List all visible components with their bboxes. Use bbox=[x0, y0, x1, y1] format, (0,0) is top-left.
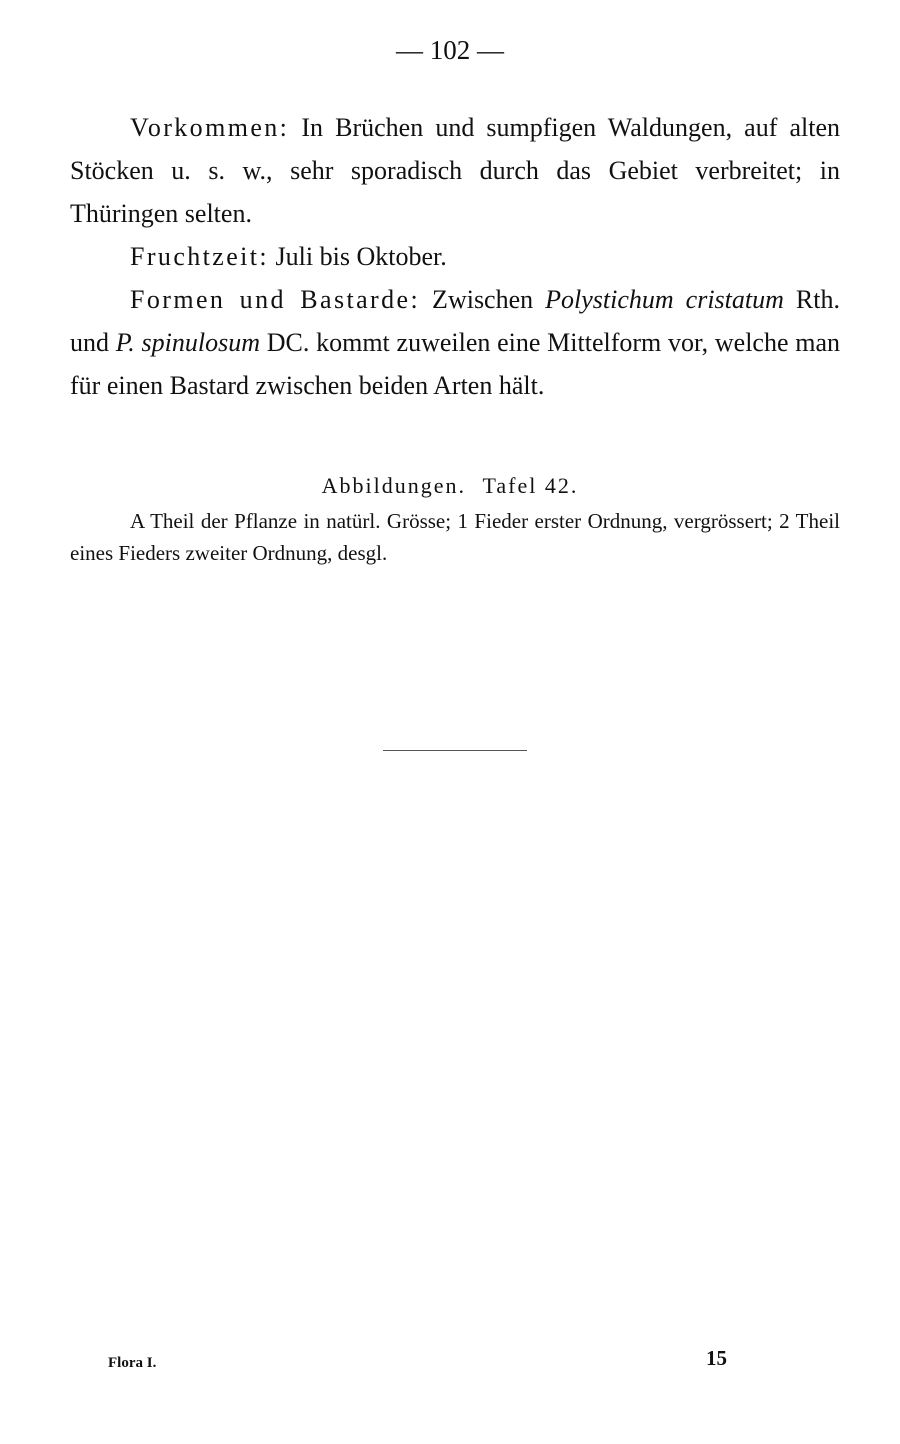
caption-heading bbox=[0, 469, 900, 503]
footer-sheet-number: 15 bbox=[706, 1346, 727, 1370]
paragraph-formen bbox=[70, 278, 840, 407]
paragraph-text: In Brüchen und sumpfigen Waldungen, auf alten Stöcken u. s. w., sehr sporadisch durch das Gebiet verbreitet; in Thüringen selten. bbox=[70, 113, 840, 228]
paragraph-text: Juli bis Oktober. bbox=[269, 242, 447, 271]
section-divider bbox=[383, 750, 527, 751]
caption-text: A Theil der Pflanze in natürl. Grösse; 1 Fieder erster Ordnung, vergrössert; 2 Theil eines Fieders zweiter Ordnung, desgl. bbox=[70, 509, 840, 565]
caption-plate: Tafel 42. bbox=[482, 473, 579, 498]
paragraph-text: Zwischen bbox=[420, 285, 546, 314]
lead-term-vorkommen: Vorkommen: bbox=[130, 113, 290, 142]
paragraph-text: DC. kommt zuweilen eine Mittelform vor, welche man für einen Bastard zwischen beiden Arten hält. bbox=[70, 328, 841, 400]
paragraph-fruchtzeit bbox=[70, 235, 840, 278]
species-name: P. spinulosum bbox=[115, 328, 260, 357]
caption-heading-label: Abbildungen. bbox=[321, 473, 466, 498]
page-number: — 102 — bbox=[396, 35, 504, 65]
species-name: Polystichum cristatum bbox=[545, 285, 784, 314]
paragraph-text: Rth. und bbox=[70, 285, 840, 357]
lead-term-formen: Formen und Bastarde: bbox=[130, 285, 421, 314]
lead-term-fruchtzeit: Fruchtzeit: bbox=[130, 242, 270, 271]
footer-signature: Flora I. bbox=[108, 1355, 157, 1371]
main-text bbox=[70, 106, 840, 407]
paragraph-vorkommen bbox=[70, 106, 840, 235]
